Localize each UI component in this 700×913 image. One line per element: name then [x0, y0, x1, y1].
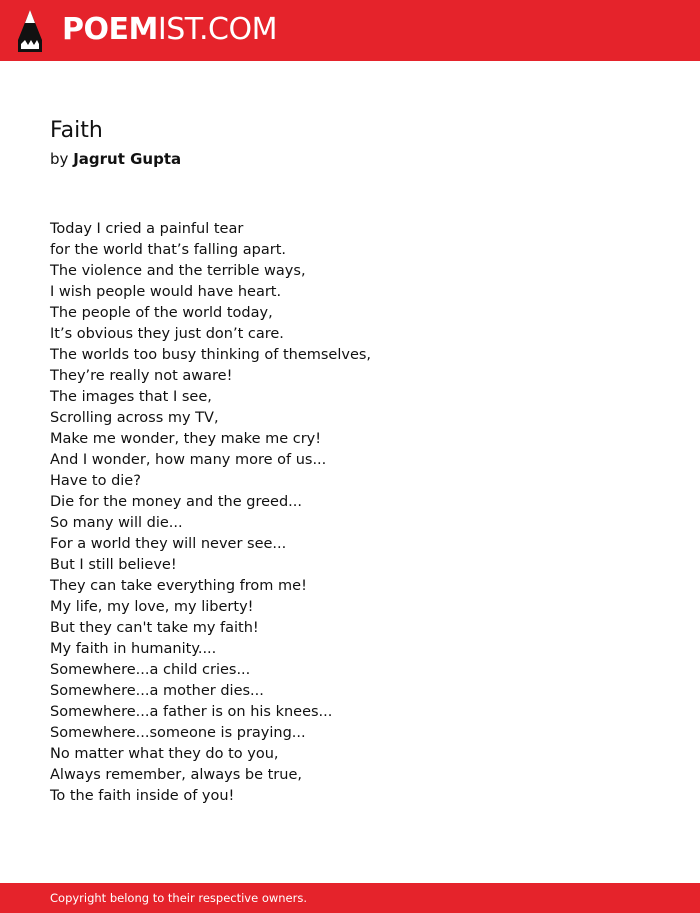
poem-line: My faith in humanity.... [50, 641, 217, 657]
poem-line: Somewhere...a child cries... [50, 662, 251, 678]
copyright-text: Copyright belong to their respective owners. [50, 891, 308, 905]
poem-line: The images that I see, [50, 389, 212, 405]
poem-line: Make me wonder, they make me cry! [50, 431, 322, 447]
logo-thin-text: IST.COM [157, 12, 277, 47]
poem-line: The people of the world today, [50, 305, 273, 321]
site-logo[interactable] [62, 12, 277, 48]
by-label: by [50, 150, 69, 168]
poem-line: But I still believe! [50, 557, 177, 573]
poem-line: Die for the money and the greed... [50, 494, 302, 510]
poem-line: It’s obvious they just don’t care. [50, 326, 284, 342]
poem-line: for the world that’s falling apart. [50, 242, 287, 258]
poem-line: So many will die... [50, 515, 183, 531]
poem-line: Always remember, always be true, [50, 767, 302, 783]
poem-body [50, 219, 371, 807]
poem-line: And I wonder, how many more of us... [50, 452, 327, 468]
author-name: Jagrut Gupta [73, 150, 182, 168]
site-footer [0, 883, 700, 913]
poem-title: Faith [50, 118, 103, 143]
poem-line: The violence and the terrible ways, [50, 263, 306, 279]
poem-line: My life, my love, my liberty! [50, 599, 254, 615]
poem-line: The worlds too busy thinking of themselves, [50, 347, 372, 363]
poem-line: They can take everything from me! [50, 578, 307, 594]
poem-line: Somewhere...a mother dies... [50, 683, 264, 699]
poem-line: For a world they will never see... [50, 536, 287, 552]
site-header [0, 0, 700, 61]
logo-bold-text: POEM [62, 12, 158, 47]
poem-line: Somewhere...a father is on his knees... [50, 704, 333, 720]
poem-line: I wish people would have heart. [50, 284, 282, 300]
poem-line: Today I cried a painful tear [50, 221, 244, 237]
poem-line: Somewhere...someone is praying... [50, 725, 306, 741]
pencil-icon[interactable] [18, 10, 42, 52]
poem-line: Scrolling across my TV, [50, 410, 219, 426]
poem-line: Have to die? [50, 473, 141, 489]
poem-line: No matter what they do to you, [50, 746, 279, 762]
poem-line: But they can't take my faith! [50, 620, 259, 636]
poem-line: To the faith inside of you! [50, 788, 235, 804]
poem-byline [50, 149, 181, 169]
poem-line: They’re really not aware! [50, 368, 233, 384]
